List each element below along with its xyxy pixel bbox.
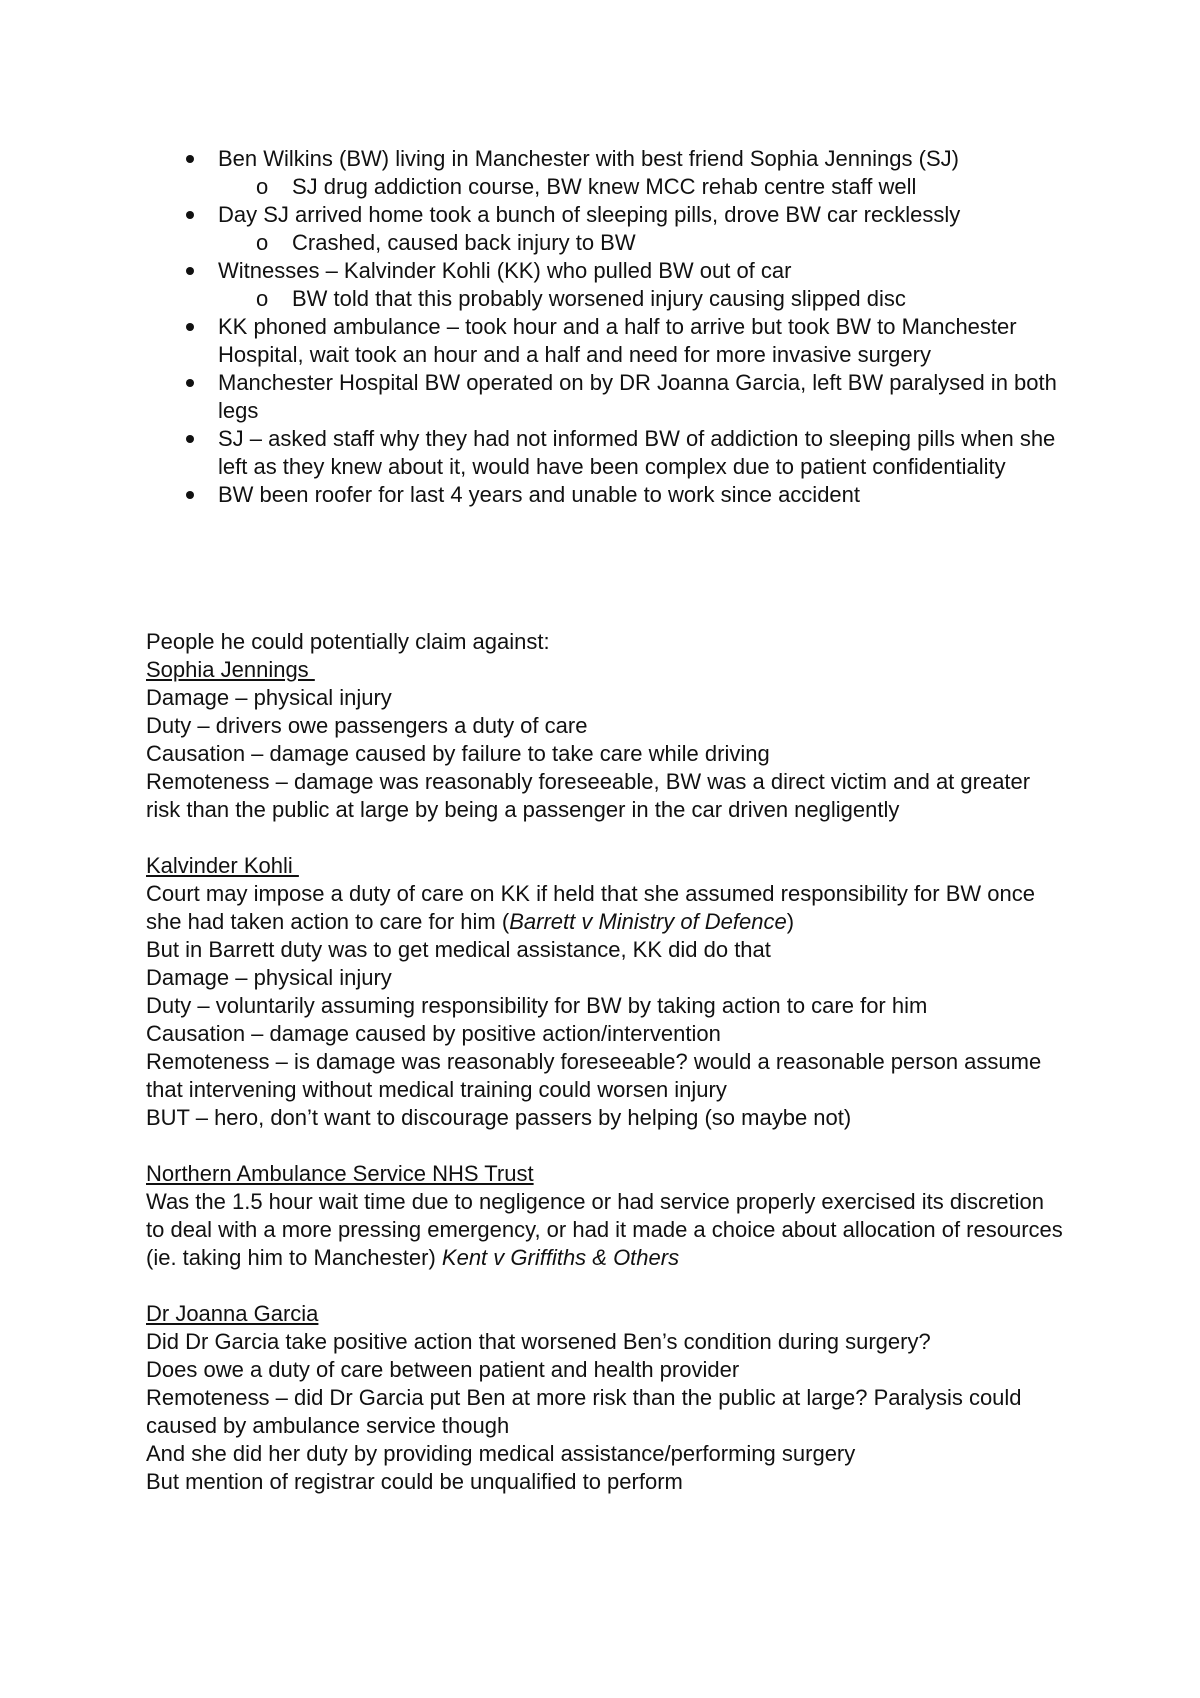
bullet-dot-icon bbox=[186, 435, 194, 443]
paragraph-line: Did Dr Garcia take positive action that worsened Ben’s condition during surgery? bbox=[146, 1329, 931, 1354]
facts-bullet-list bbox=[180, 145, 1080, 509]
paragraph-text: Court may impose a duty of care on KK if held that she assumed responsibility for BW once she had taken action to care for him ( bbox=[146, 881, 1042, 934]
paragraph-line: Duty – drivers owe passengers a duty of care bbox=[146, 713, 588, 738]
bullet-dot-icon bbox=[186, 491, 194, 499]
sub-list-item bbox=[180, 285, 1080, 313]
section-heading-kalvinder-kohli: Kalvinder Kohli bbox=[146, 853, 299, 878]
bullet-dot-icon bbox=[186, 323, 194, 331]
paragraph-line: Remoteness – damage was reasonably foreseeable, BW was a direct victim and at greater risk than the public at large by being a passenger in the car driven negligently bbox=[146, 769, 1037, 822]
bullet-dot-icon bbox=[186, 155, 194, 163]
paragraph-line: Does owe a duty of care between patient and health provider bbox=[146, 1357, 740, 1382]
sub-bullet-marker: o bbox=[256, 286, 269, 311]
paragraph-line: BUT – hero, don’t want to discourage passers by helping (so maybe not) bbox=[146, 1105, 852, 1130]
list-item bbox=[180, 313, 1080, 369]
paragraph-text: ) bbox=[786, 909, 795, 934]
list-item bbox=[180, 145, 1080, 173]
section-heading-northern-ambulance: Northern Ambulance Service NHS Trust bbox=[146, 1161, 534, 1186]
sub-bullet-marker: o bbox=[256, 230, 269, 255]
sub-bullet-text: SJ drug addiction course, BW knew MCC rehab centre staff well bbox=[292, 174, 917, 199]
bullet-text: KK phoned ambulance – took hour and a half to arrive but took BW to Manchester Hospital, wait took an hour and a half and need for more invasive surgery bbox=[218, 314, 1017, 367]
sub-list-item bbox=[180, 229, 1080, 257]
list-item bbox=[180, 201, 1080, 229]
paragraph-line: Damage – physical injury bbox=[146, 965, 392, 990]
paragraph-line: Duty – voluntarily assuming responsibility for BW by taking action to care for him bbox=[146, 993, 928, 1018]
bullet-text: Ben Wilkins (BW) living in Manchester with best friend Sophia Jennings (SJ) bbox=[218, 146, 959, 171]
spacer bbox=[146, 824, 1066, 852]
analysis-body bbox=[146, 628, 1069, 1496]
bullet-dot-icon bbox=[186, 267, 194, 275]
list-item bbox=[180, 425, 1080, 481]
paragraph-line: But mention of registrar could be unqualified to perform bbox=[146, 1469, 683, 1494]
spacer bbox=[146, 1272, 1066, 1300]
paragraph-line bbox=[146, 1188, 1069, 1272]
paragraph-line: Remoteness – is damage was reasonably foreseeable? would a reasonable person assume that intervening without medical training could worsen injury bbox=[146, 1049, 1048, 1102]
spacer bbox=[146, 1132, 1066, 1160]
case-citation: Barrett v Ministry of Defence bbox=[509, 909, 787, 934]
list-item bbox=[180, 369, 1080, 425]
bullet-text: Witnesses – Kalvinder Kohli (KK) who pulled BW out of car bbox=[218, 258, 792, 283]
paragraph-line bbox=[146, 880, 1066, 936]
paragraph-text: Was the 1.5 hour wait time due to negligence or had service properly exercised its discretion to deal with a more pressing emergency, or had it made a choice about allocation of resources (ie. taking him to Manchester) bbox=[146, 1189, 1069, 1270]
sub-bullet-text: BW told that this probably worsened injury causing slipped disc bbox=[292, 286, 906, 311]
paragraph-line: Causation – damage caused by failure to take care while driving bbox=[146, 741, 770, 766]
case-citation: Kent v Griffiths & Others bbox=[441, 1245, 680, 1270]
section-heading-joanna-garcia: Dr Joanna Garcia bbox=[146, 1301, 319, 1326]
sub-bullet-text: Crashed, caused back injury to BW bbox=[292, 230, 636, 255]
bullet-text: Day SJ arrived home took a bunch of sleeping pills, drove BW car recklessly bbox=[218, 202, 961, 227]
bullet-dot-icon bbox=[186, 379, 194, 387]
paragraph-line: Causation – damage caused by positive action/intervention bbox=[146, 1021, 721, 1046]
paragraph-line: Remoteness – did Dr Garcia put Ben at more risk than the public at large? Paralysis could caused by ambulance service though bbox=[146, 1385, 1028, 1438]
sub-bullet-marker: o bbox=[256, 174, 269, 199]
paragraph-line: But in Barrett duty was to get medical assistance, KK did do that bbox=[146, 937, 771, 962]
list-item bbox=[180, 481, 1080, 509]
list-item bbox=[180, 257, 1080, 285]
bullet-text: SJ – asked staff why they had not informed BW of addiction to sleeping pills when she left as they knew about it, would have been complex due to patient confidentiality bbox=[218, 426, 1056, 479]
intro-text: People he could potentially claim against: bbox=[146, 629, 550, 654]
sub-list-item bbox=[180, 173, 1080, 201]
bullet-text: Manchester Hospital BW operated on by DR Joanna Garcia, left BW paralysed in both legs bbox=[218, 370, 1057, 423]
bullet-text: BW been roofer for last 4 years and unable to work since accident bbox=[218, 482, 861, 507]
section-heading-sophia-jennings: Sophia Jennings bbox=[146, 657, 315, 682]
paragraph-line: And she did her duty by providing medical assistance/performing surgery bbox=[146, 1441, 856, 1466]
paragraph-line: Damage – physical injury bbox=[146, 685, 392, 710]
bullet-dot-icon bbox=[186, 211, 194, 219]
